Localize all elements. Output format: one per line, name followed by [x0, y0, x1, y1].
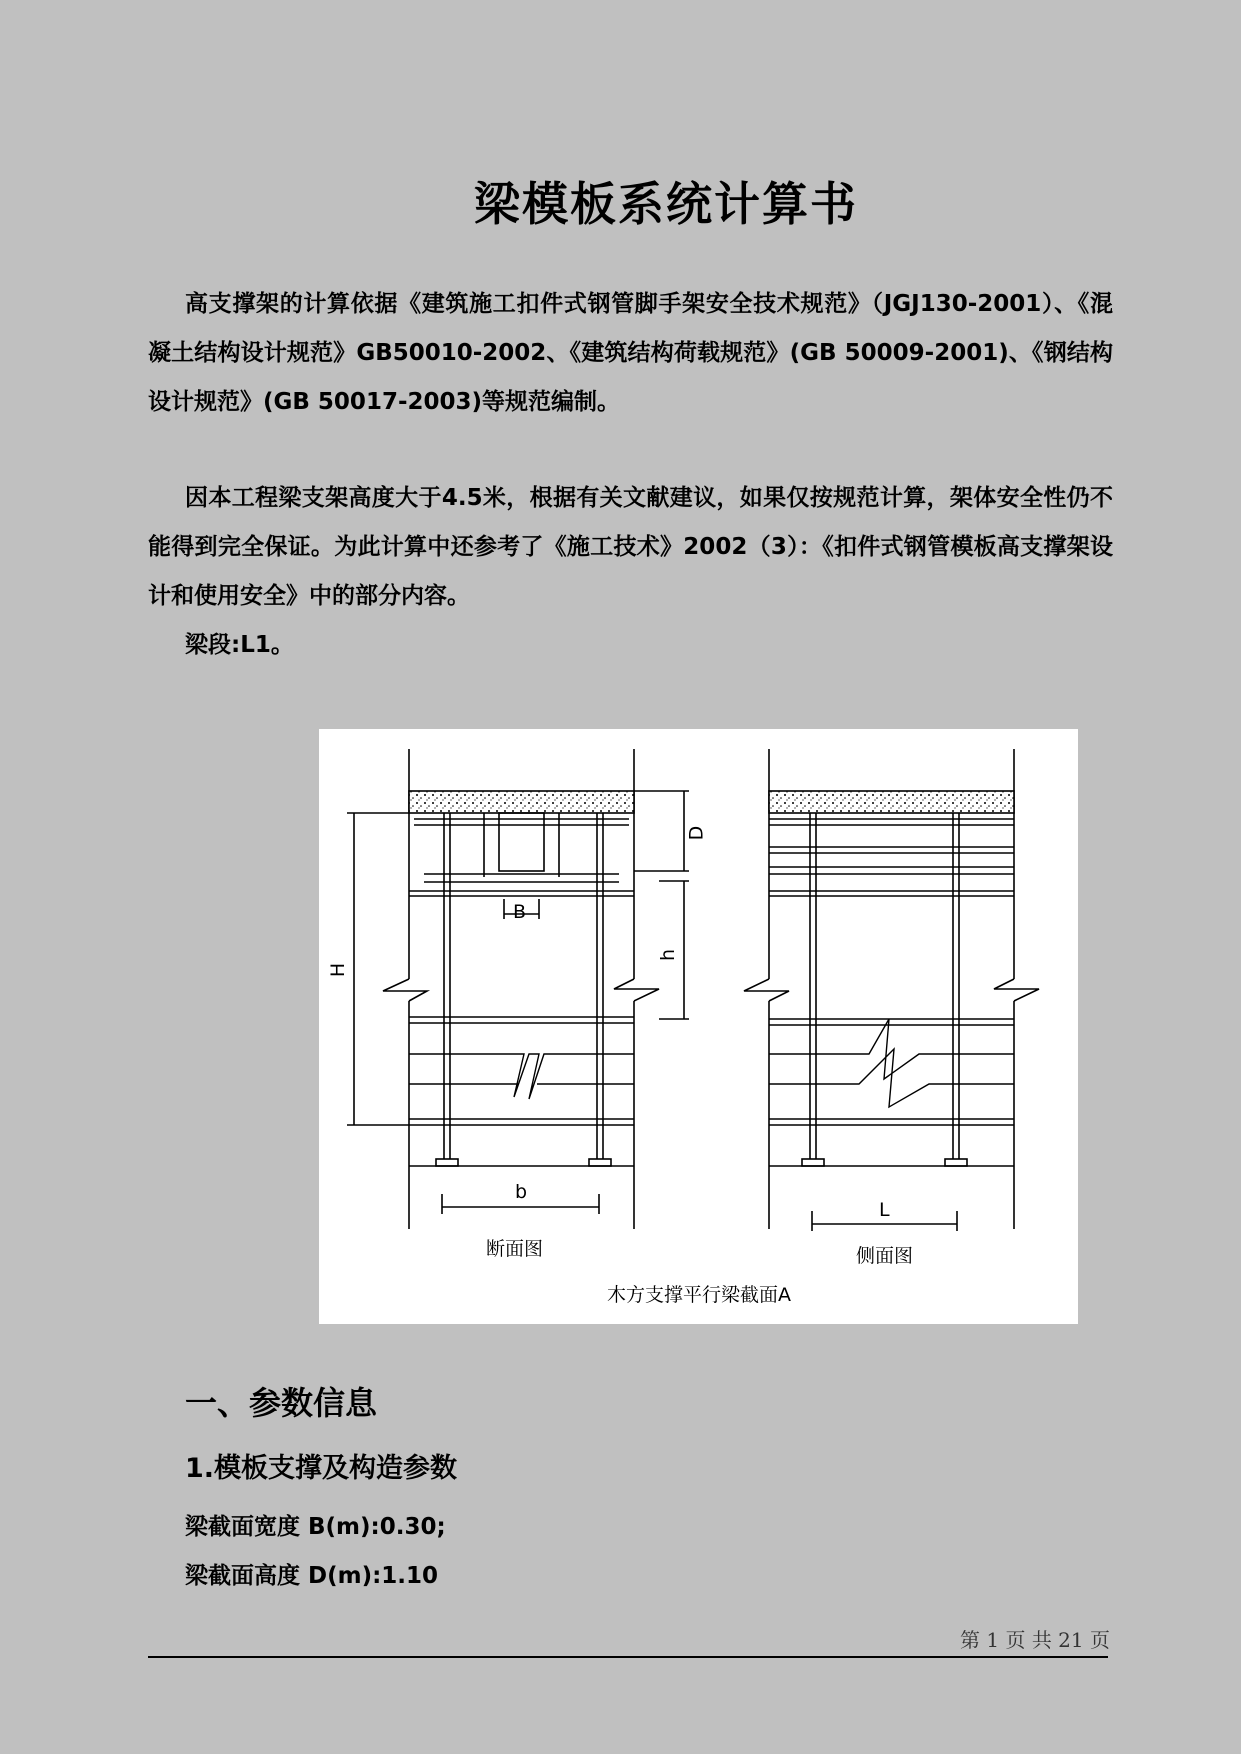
paragraph-beam-segment: 梁段:L1。 [185, 632, 294, 658]
section-heading: 一、参数信息 [185, 1384, 378, 1422]
param-beam-height: 梁截面高度 D(m):1.10 [185, 1563, 439, 1589]
paragraph-safety-note: 因本工程梁支架高度大于4.5米，根据有关文献建议，如果仅按规范计算，架体安全性仍不能得到完全保证。为此计算中还参考了《施工技术》2002（3）：《扣件式钢管模板高支撑架设计和使用安全》中的部分内容。 [148, 485, 1113, 609]
section-view-caption: 断面图 [486, 1238, 544, 1260]
dimension-b-label: b [515, 1181, 528, 1203]
dimension-h-label: h [657, 948, 680, 962]
side-view-caption: 侧面图 [856, 1245, 914, 1267]
dimension-H-label: H [327, 962, 350, 978]
dimension-D-label: D [685, 825, 708, 841]
paragraph-basis: 高支撑架的计算依据《建筑施工扣件式钢管脚手架安全技术规范》（JGJ130-2001）、《混凝土结构设计规范》GB50010-2002、《建筑结构荷载规范》(GB 50009-2001)、《钢结构设计规范》(GB 50017-2003)等规范编制。 [148, 291, 1113, 415]
dimension-L-label: L [879, 1199, 890, 1221]
param-beam-width: 梁截面宽度 B(m):0.30; [185, 1514, 446, 1540]
figure-caption: 木方支撑平行梁截面A [607, 1284, 791, 1306]
formwork-drawing [319, 729, 1078, 1324]
subsection-heading: 1.模板支撑及构造参数 [185, 1453, 458, 1484]
dimension-B-label: B [513, 901, 527, 923]
formwork-diagram [319, 729, 1078, 1324]
page-number: 第 1 页 共 21 页 [960, 1628, 1110, 1652]
document-title: 梁模板系统计算书 [474, 177, 858, 231]
footer-divider [148, 1656, 1108, 1658]
